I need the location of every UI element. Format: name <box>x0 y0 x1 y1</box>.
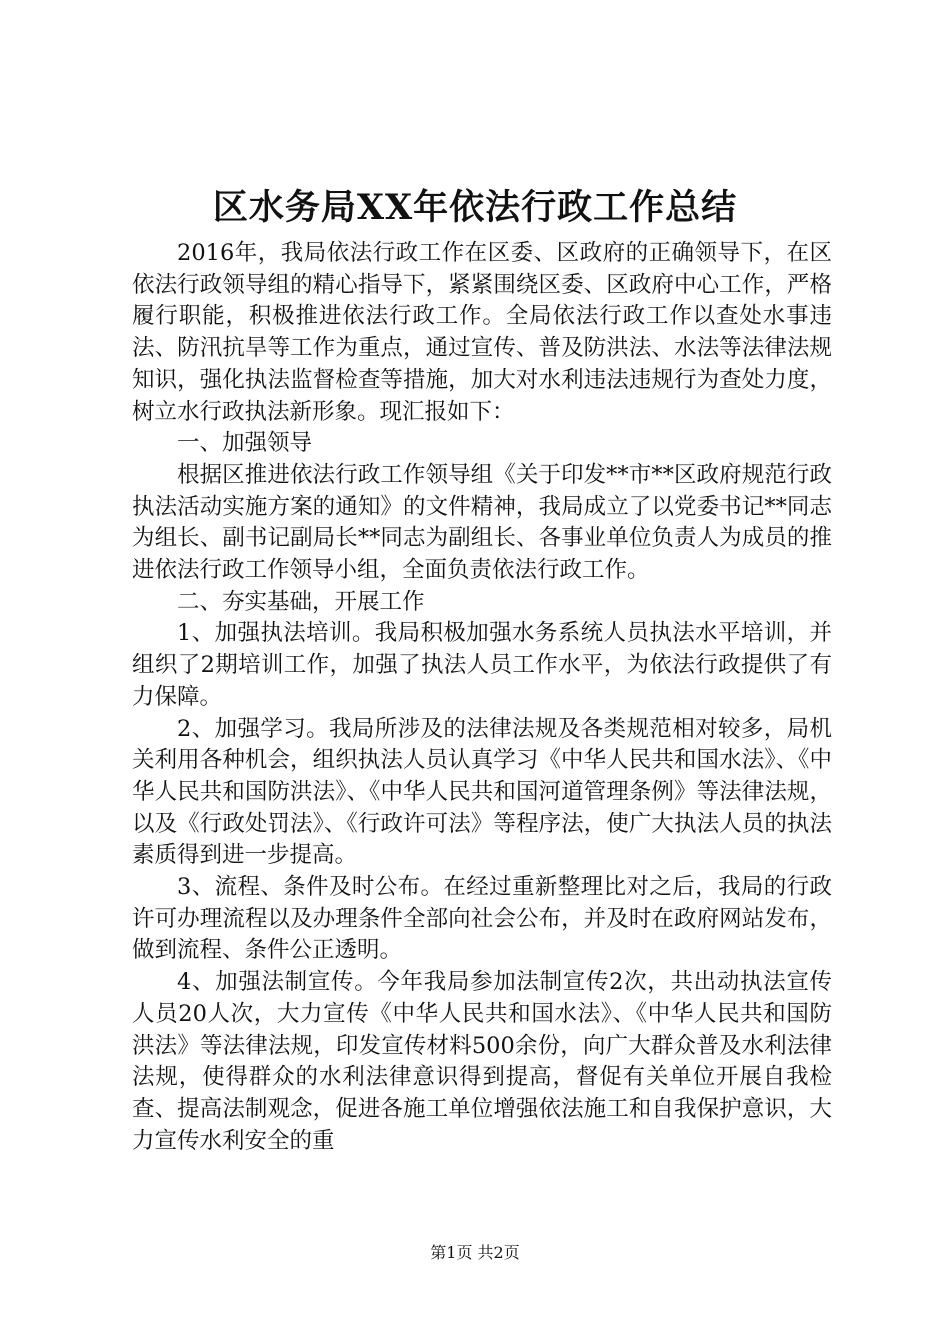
paragraph-leadership: 根据区推进依法行政工作领导组《关于印发**市**区政府规范行政执法活动实施方案的通知》的文件精神，我局成立了以党委书记**同志为组长、副书记副局长**同志为副组长、各事业单位负责人为成员的推进依法行政工作领导小组，全面负责依法行政工作。 <box>132 461 832 584</box>
section-heading-1: 一、加强领导 <box>177 430 313 457</box>
paragraph-process: 3、流程、条件及时公布。在经过重新整理比对之后，我局的行政许可办理流程以及办理条件全部向社会公布，并及时在政府网站发布，做到流程、条件公正透明。 <box>132 874 832 964</box>
page-footer: 第1页 共2页 <box>430 1243 520 1262</box>
paragraph-intro: 2016年，我局依法行政工作在区委、区政府的正确领导下，在区依法行政领导组的精心指导下，紧紧围绕区委、区政府中心工作，严格履行职能，积极推进依法行政工作。全局依法行政工作以查处水事违法、防汛抗旱等工作为重点，通过宣传、普及防洪法、水法等法律法规知识，强化执法监督检查等措施，加大对水利违法违规行为查处力度，树立水行政执法新形象。现汇报如下： <box>132 240 832 425</box>
section-heading-2: 二、夯实基础，开展工作 <box>177 588 425 615</box>
document-body <box>132 238 832 1157</box>
paragraph-training: 1、加强执法培训。我局积极加强水务系统人员执法水平培训，并组织了2期培训工作，加强了执法人员工作水平，为依法行政提供了有力保障。 <box>132 620 832 710</box>
paragraph-publicity: 4、加强法制宣传。今年我局参加法制宣传2次，共出动执法宣传人员20人次，大力宣传《中华人民共和国水法》、《中华人民共和国防洪法》等法律法规，印发宣传材料500余份，向广大群众普及水利法律法规，使得群众的水利法律意识得到提高，督促有关单位开展自我检查、提高法制观念，促进各施工单位增强依法施工和自我保护意识，大力宣传水利安全的重 <box>132 969 832 1154</box>
paragraph-study: 2、加强学习。我局所涉及的法律法规及各类规范相对较多，局机关利用各种机会，组织执法人员认真学习《中华人民共和国水法》、《中华人民共和国防洪法》、《中华人民共和国河道管理条例》等法律法规，以及《行政处罚法》、《行政许可法》等程序法，使广大执法人员的执法素质得到进一步提高。 <box>132 715 832 869</box>
document-title: 区水务局XX年依法行政工作总结 <box>212 187 738 228</box>
